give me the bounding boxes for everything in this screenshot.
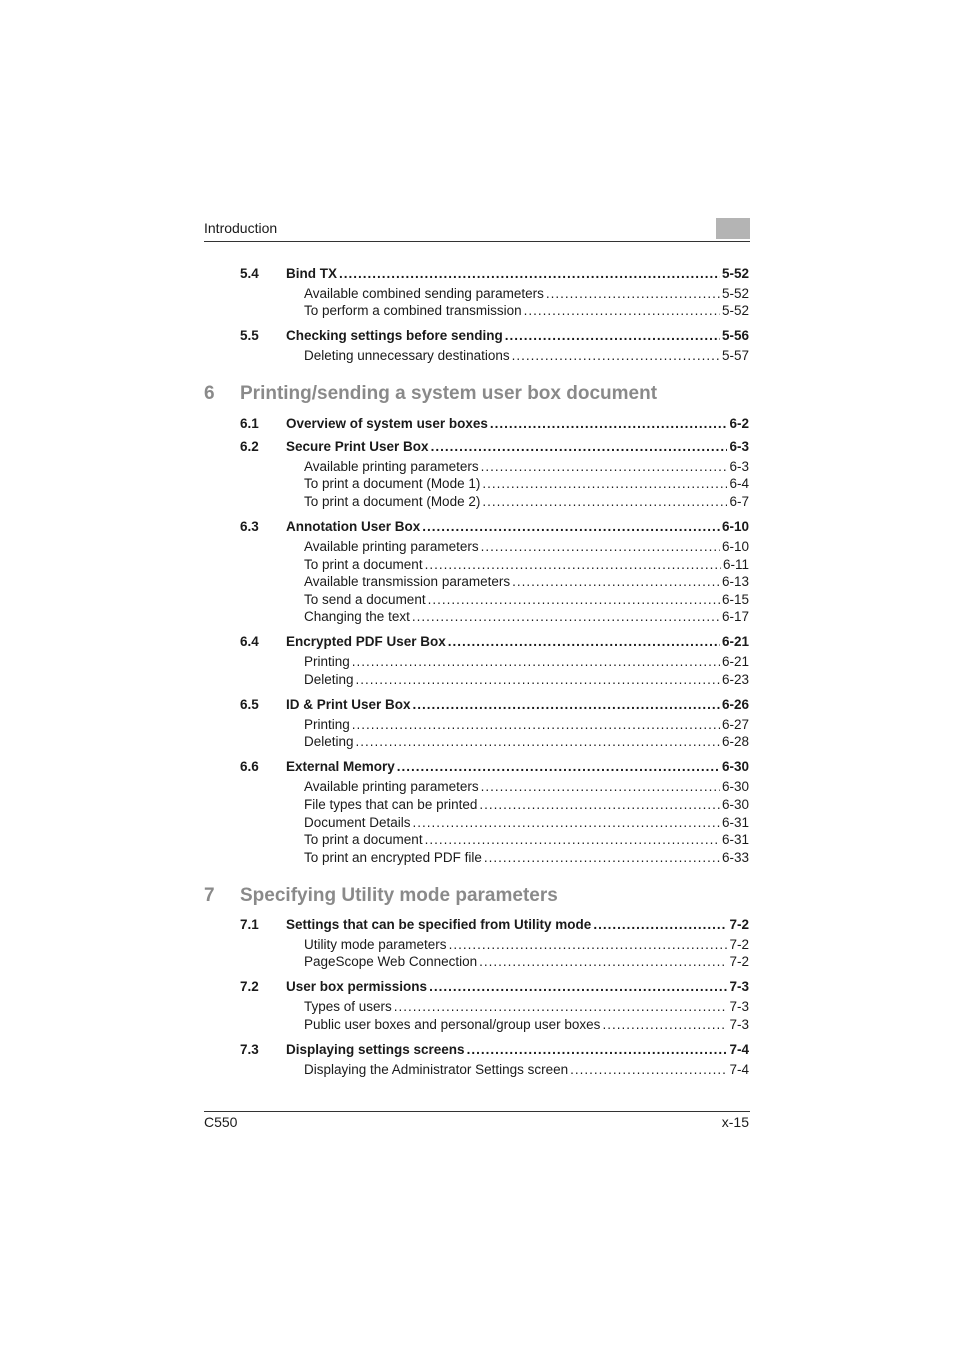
item-title: Deleting bbox=[304, 672, 354, 687]
section-page: 7-2 bbox=[729, 917, 749, 932]
section-page: 6-21 bbox=[721, 634, 749, 649]
toc-item[interactable] bbox=[304, 954, 749, 969]
leader-dots bbox=[339, 266, 720, 281]
item-page: 5-52 bbox=[721, 286, 749, 301]
toc-item[interactable] bbox=[304, 797, 749, 812]
toc-item[interactable] bbox=[304, 717, 749, 732]
leader-dots bbox=[512, 574, 720, 589]
item-title: File types that can be printed bbox=[304, 797, 478, 812]
leader-dots bbox=[505, 328, 720, 343]
footer-rule bbox=[204, 1111, 750, 1112]
chapter-number: 7 bbox=[204, 885, 215, 906]
header-rule bbox=[204, 241, 750, 242]
item-page: 6-4 bbox=[729, 476, 749, 491]
toc-section-7-1[interactable] bbox=[240, 917, 749, 932]
leader-dots bbox=[482, 494, 727, 509]
section-page: 5-56 bbox=[721, 328, 749, 343]
leader-dots bbox=[425, 557, 721, 572]
section-number: 6.5 bbox=[240, 697, 259, 712]
item-page: 6-31 bbox=[721, 815, 749, 830]
toc-item[interactable] bbox=[304, 286, 749, 301]
leader-dots bbox=[479, 797, 720, 812]
leader-dots bbox=[602, 1017, 727, 1032]
section-title: Annotation User Box bbox=[286, 519, 421, 534]
item-page: 6-33 bbox=[721, 850, 749, 865]
section-page: 6-10 bbox=[721, 519, 749, 534]
leader-dots bbox=[481, 779, 720, 794]
item-title: To print a document bbox=[304, 557, 423, 572]
leader-dots bbox=[449, 937, 728, 952]
section-page: 6-30 bbox=[721, 759, 749, 774]
section-title: Checking settings before sending bbox=[286, 328, 503, 343]
section-title: Encrypted PDF User Box bbox=[286, 634, 446, 649]
section-number: 7.3 bbox=[240, 1042, 259, 1057]
section-number: 6.4 bbox=[240, 634, 259, 649]
item-page: 6-7 bbox=[729, 494, 749, 509]
section-page: 6-3 bbox=[729, 439, 749, 454]
item-page: 6-10 bbox=[721, 539, 749, 554]
toc-item[interactable] bbox=[304, 539, 749, 554]
toc-item[interactable] bbox=[304, 850, 749, 865]
item-page: 7-4 bbox=[729, 1062, 749, 1077]
toc-section-5-5[interactable] bbox=[240, 328, 749, 343]
chapter-title: Printing/sending a system user box document bbox=[240, 383, 658, 404]
leader-dots bbox=[397, 759, 720, 774]
item-page: 5-57 bbox=[721, 348, 749, 363]
section-page: 7-3 bbox=[729, 979, 749, 994]
section-number: 5.5 bbox=[240, 328, 259, 343]
toc-section-6-1[interactable] bbox=[240, 416, 749, 431]
section-number: 6.6 bbox=[240, 759, 259, 774]
item-title: To print a document (Mode 2) bbox=[304, 494, 481, 509]
leader-dots bbox=[479, 954, 727, 969]
toc-section-6-2[interactable] bbox=[240, 439, 749, 454]
item-title: Deleting unnecessary destinations bbox=[304, 348, 510, 363]
item-page: 6-28 bbox=[721, 734, 749, 749]
item-title: Printing bbox=[304, 717, 350, 732]
leader-dots bbox=[431, 439, 728, 454]
section-title: Secure Print User Box bbox=[286, 439, 429, 454]
item-page: 7-2 bbox=[729, 954, 749, 969]
toc-item[interactable] bbox=[304, 832, 749, 847]
leader-dots bbox=[593, 917, 727, 932]
section-title: Overview of system user boxes bbox=[286, 416, 488, 431]
toc-section-6-5[interactable] bbox=[240, 697, 749, 712]
section-number: 7.2 bbox=[240, 979, 259, 994]
toc-item[interactable] bbox=[304, 1062, 749, 1077]
section-number: 6.2 bbox=[240, 439, 259, 454]
item-page: 6-11 bbox=[722, 557, 749, 572]
item-title: To print a document (Mode 1) bbox=[304, 476, 481, 491]
toc-item[interactable] bbox=[304, 654, 749, 669]
toc-item[interactable] bbox=[304, 734, 749, 749]
item-page: 6-31 bbox=[721, 832, 749, 847]
section-title: Settings that can be specified from Utility mode bbox=[286, 917, 592, 932]
item-title: Deleting bbox=[304, 734, 354, 749]
toc-item[interactable] bbox=[304, 303, 749, 318]
section-page: 6-2 bbox=[729, 416, 749, 431]
item-title: To perform a combined transmission bbox=[304, 303, 522, 318]
item-page: 6-23 bbox=[721, 672, 749, 687]
item-title: To print an encrypted PDF file bbox=[304, 850, 482, 865]
toc-item[interactable] bbox=[304, 815, 749, 830]
leader-dots bbox=[425, 832, 720, 847]
item-title: Available printing parameters bbox=[304, 779, 479, 794]
item-title: Public user boxes and personal/group user boxes bbox=[304, 1017, 601, 1032]
leader-dots bbox=[356, 672, 720, 687]
section-page: 7-4 bbox=[729, 1042, 749, 1057]
chapter-heading-7[interactable] bbox=[204, 885, 558, 907]
item-page: 7-3 bbox=[729, 1017, 749, 1032]
leader-dots bbox=[429, 979, 727, 994]
toc-item[interactable] bbox=[304, 672, 749, 687]
item-title: Changing the text bbox=[304, 609, 410, 624]
item-page: 6-30 bbox=[721, 797, 749, 812]
leader-dots bbox=[481, 459, 728, 474]
leader-dots bbox=[524, 303, 720, 318]
item-page: 6-30 bbox=[721, 779, 749, 794]
leader-dots bbox=[422, 519, 720, 534]
item-title: Printing bbox=[304, 654, 350, 669]
item-title: Document Details bbox=[304, 815, 411, 830]
toc-item[interactable] bbox=[304, 557, 749, 572]
item-page: 7-3 bbox=[729, 999, 749, 1014]
toc-section-6-4[interactable] bbox=[240, 634, 749, 649]
item-page: 6-15 bbox=[721, 592, 749, 607]
section-title: Displaying settings screens bbox=[286, 1042, 465, 1057]
item-title: Utility mode parameters bbox=[304, 937, 447, 952]
toc-item[interactable] bbox=[304, 476, 749, 491]
section-page: 6-26 bbox=[721, 697, 749, 712]
item-page: 6-27 bbox=[721, 717, 749, 732]
toc-item[interactable] bbox=[304, 937, 749, 952]
footer-model: C550 bbox=[204, 1114, 238, 1130]
section-number: 7.1 bbox=[240, 917, 259, 932]
leader-dots bbox=[484, 850, 720, 865]
toc-section-6-3[interactable] bbox=[240, 519, 749, 534]
leader-dots bbox=[490, 416, 728, 431]
item-page: 7-2 bbox=[729, 937, 749, 952]
header-title: Introduction bbox=[204, 220, 278, 236]
leader-dots bbox=[467, 1042, 728, 1057]
toc-item[interactable] bbox=[304, 459, 749, 474]
leader-dots bbox=[413, 815, 720, 830]
toc-item[interactable] bbox=[304, 779, 749, 794]
item-title: Types of users bbox=[304, 999, 392, 1014]
toc-item[interactable] bbox=[304, 999, 749, 1014]
leader-dots bbox=[412, 609, 720, 624]
item-page: 6-3 bbox=[729, 459, 749, 474]
item-page: 6-21 bbox=[721, 654, 749, 669]
chapter-number: 6 bbox=[204, 383, 215, 404]
item-title: To send a document bbox=[304, 592, 426, 607]
item-title: Available printing parameters bbox=[304, 459, 479, 474]
chapter-title: Specifying Utility mode parameters bbox=[240, 885, 558, 906]
toc-item[interactable] bbox=[304, 348, 749, 363]
item-title: To print a document bbox=[304, 832, 423, 847]
leader-dots bbox=[482, 476, 727, 491]
item-page: 6-13 bbox=[721, 574, 749, 589]
header-tab-marker bbox=[716, 218, 750, 239]
leader-dots bbox=[546, 286, 720, 301]
leader-dots bbox=[356, 734, 720, 749]
leader-dots bbox=[481, 539, 720, 554]
item-title: PageScope Web Connection bbox=[304, 954, 478, 969]
toc-item[interactable] bbox=[304, 592, 749, 607]
toc-item[interactable] bbox=[304, 494, 749, 509]
toc-section-7-2[interactable] bbox=[240, 979, 749, 994]
footer-page-number: x-15 bbox=[721, 1114, 749, 1130]
leader-dots bbox=[394, 999, 728, 1014]
section-title: User box permissions bbox=[286, 979, 428, 994]
section-title: ID & Print User Box bbox=[286, 697, 411, 712]
toc-item[interactable] bbox=[304, 1017, 749, 1032]
leader-dots bbox=[448, 634, 720, 649]
leader-dots bbox=[352, 654, 720, 669]
leader-dots bbox=[512, 348, 720, 363]
section-title: External Memory bbox=[286, 759, 395, 774]
leader-dots bbox=[413, 697, 720, 712]
item-title: Displaying the Administrator Settings screen bbox=[304, 1062, 569, 1077]
section-title: Bind TX bbox=[286, 266, 337, 281]
item-title: Available printing parameters bbox=[304, 539, 479, 554]
leader-dots bbox=[428, 592, 720, 607]
leader-dots bbox=[352, 717, 720, 732]
leader-dots bbox=[570, 1062, 727, 1077]
item-title: Available transmission parameters bbox=[304, 574, 511, 589]
item-page: 5-52 bbox=[721, 303, 749, 318]
toc-section-5-4[interactable] bbox=[240, 266, 749, 281]
toc-section-7-3[interactable] bbox=[240, 1042, 749, 1057]
chapter-heading-6[interactable] bbox=[204, 383, 657, 405]
section-number: 6.1 bbox=[240, 416, 259, 431]
section-number: 6.3 bbox=[240, 519, 259, 534]
item-title: Available combined sending parameters bbox=[304, 286, 544, 301]
item-page: 6-17 bbox=[721, 609, 749, 624]
toc-item[interactable] bbox=[304, 609, 749, 624]
toc-item[interactable] bbox=[304, 574, 749, 589]
toc-section-6-6[interactable] bbox=[240, 759, 749, 774]
section-number: 5.4 bbox=[240, 266, 259, 281]
section-page: 5-52 bbox=[721, 266, 749, 281]
